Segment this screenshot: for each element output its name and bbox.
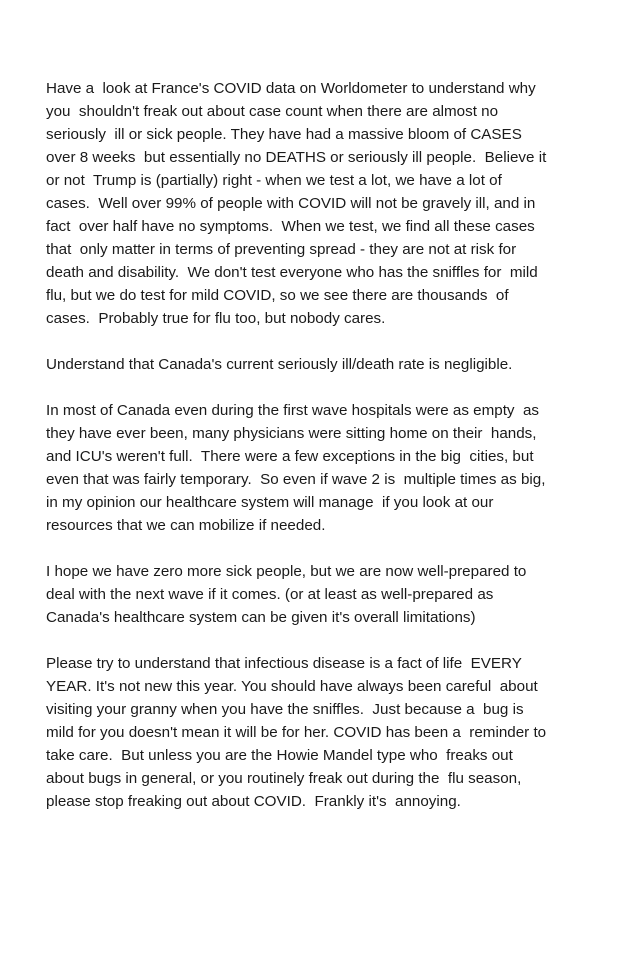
paragraph-canada-rate: [46, 353, 611, 376]
text-line: and ICU's weren't full. There were a few exceptions in the big cities, but: [46, 448, 534, 465]
text-line: over 8 weeks but essentially no DEATHS or seriously ill people. Believe it: [46, 149, 547, 166]
text-line: or not Trump is (partially) right - when we test a lot, we have a lot of: [46, 172, 502, 189]
text-line: take care. But unless you are the Howie Mandel type who freaks out: [46, 747, 513, 764]
text-line: please stop freaking out about COVID. Frankly it's annoying.: [46, 793, 461, 810]
text-line: deal with the next wave if it comes. (or at least as well-prepared as: [46, 586, 494, 603]
text-line: flu, but we do test for mild COVID, so we see there are thousands of: [46, 287, 509, 304]
text-line: YEAR. It's not new this year. You should have always been careful about: [46, 678, 538, 695]
text-line: Have a look at France's COVID data on Worldometer to understand why: [46, 80, 536, 97]
paragraph-well-prepared: [46, 560, 611, 629]
paragraph-infectious-disease: [46, 652, 611, 813]
text-line: cases. Probably true for flu too, but nobody cares.: [46, 310, 386, 327]
text-line: about bugs in general, or you routinely freak out during the flu season,: [46, 770, 522, 787]
text-line: seriously ill or sick people. They have had a massive bloom of CASES: [46, 126, 522, 143]
text-line: they have ever been, many physicians were sitting home on their hands,: [46, 425, 537, 442]
text-line: I hope we have zero more sick people, but we are now well-prepared to: [46, 563, 527, 580]
text-line: in my opinion our healthcare system will manage if you look at our: [46, 494, 494, 511]
text-line: Please try to understand that infectious disease is a fact of life EVERY: [46, 655, 522, 672]
text-line: resources that we can mobilize if needed.: [46, 517, 326, 534]
text-line: mild for you doesn't mean it will be for her. COVID has been a reminder to: [46, 724, 547, 741]
text-line: cases. Well over 99% of people with COVID will not be gravely ill, and in: [46, 195, 536, 212]
post-body: [46, 77, 611, 836]
text-line: Canada's healthcare system can be given it's overall limitations): [46, 609, 476, 626]
text-line: that only matter in terms of preventing spread - they are not at risk for: [46, 241, 517, 258]
paragraph-france-covid: [46, 77, 611, 330]
text-line: even that was fairly temporary. So even if wave 2 is multiple times as big,: [46, 471, 546, 488]
text-line: fact over half have no symptoms. When we test, we find all these cases: [46, 218, 535, 235]
text-line: you shouldn't freak out about case count when there are almost no: [46, 103, 499, 120]
text-line: death and disability. We don't test everyone who has the sniffles for mild: [46, 264, 538, 281]
text-line: visiting your granny when you have the sniffles. Just because a bug is: [46, 701, 524, 718]
text-line: In most of Canada even during the first wave hospitals were as empty as: [46, 402, 540, 419]
paragraph-first-wave: [46, 399, 611, 537]
text-line: Understand that Canada's current seriously ill/death rate is negligible.: [46, 356, 513, 373]
